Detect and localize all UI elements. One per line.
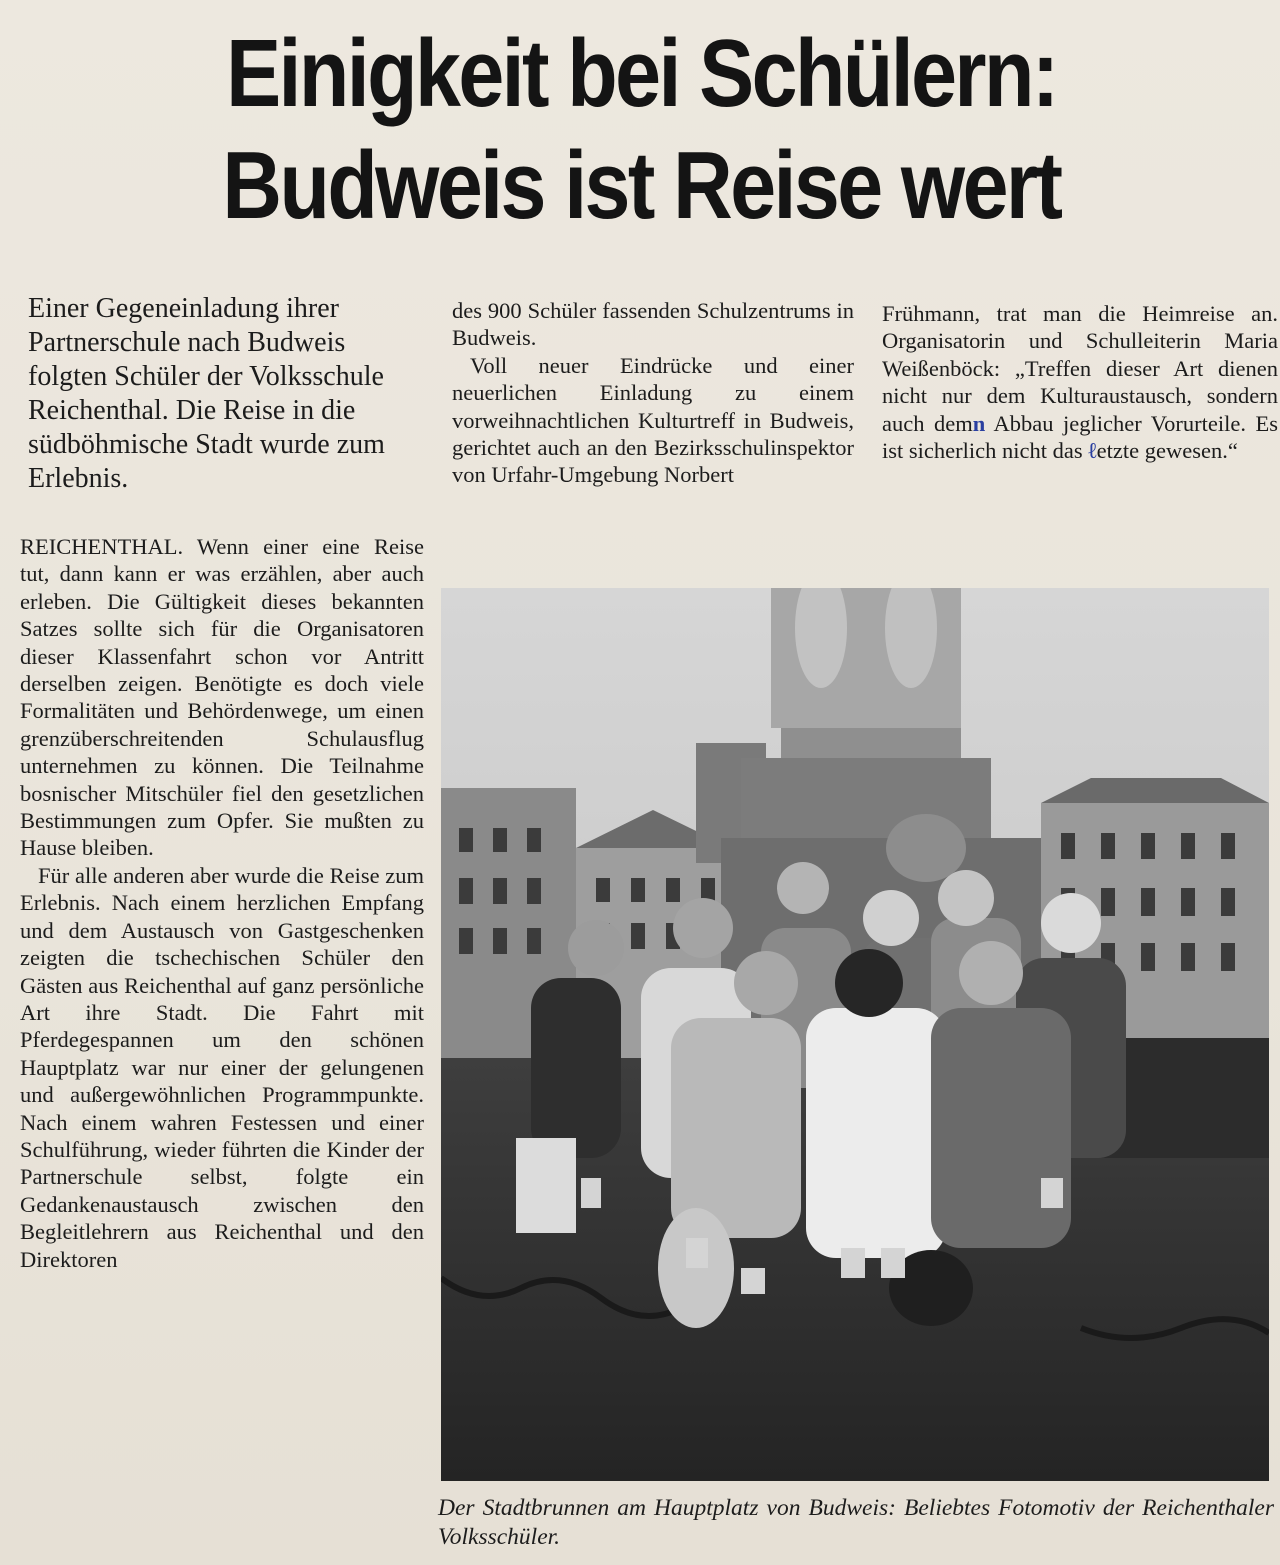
article-column-1 — [20, 533, 424, 1273]
column2-paragraph-2: Voll neuer Eindrücke und einer neuerlichen Einladung zu einem vorweihnachtlichen Kulturtreff in Budweis, gerichtet auch an den Bezirksschulinspektor von Urfahr-Umgebung Norbert — [452, 352, 854, 488]
headline — [91, 18, 1192, 242]
headline-line-2: Budweis ist Reise wert — [222, 132, 1061, 239]
pen-correction-1: n — [972, 410, 986, 436]
news-photo — [441, 588, 1269, 1481]
article-column-3 — [882, 300, 1278, 464]
article-column-2 — [452, 297, 854, 489]
column3-text-a: Frühmann, trat man die Heimreise an. Organisatorin und Schulleiterin Maria Weißenböck: „Treffen dieser Art dienen nicht nur dem Kulturaustausch, sondern auch dem — [882, 301, 1278, 436]
column3-text-b: Abbau jeglicher Vorurteile. Es ist sicherlich nicht das — [882, 410, 1278, 464]
headline-line-1: Einigkeit bei Schülern: — [226, 20, 1057, 127]
column3-text-c: etzte gewesen.“ — [1096, 438, 1238, 464]
photo-illustration — [441, 588, 1269, 1481]
column1-paragraph-1: REICHENTHAL. Wenn einer eine Reise tut, dann kann er was erzählen, aber auch erleben. Die Gültigkeit dieses bekannten Satzes sollte sich für die Organisatoren dieser Klassenfahrt schon vor Antritt derselben zeigen. Benötigte es doch viele Formalitäten und Behördenwege, um einen grenzüberschreitenden Schulausflug unternehmen zu können. Die Teilnahme bosnischer Mitschüler fiel den gesetzlichen Bestimmungen zum Opfer. Sie mußten zu Hause bleiben. — [20, 534, 424, 861]
lead-paragraph: Einer Gegeneinladung ihrer Partnerschule nach Budweis folgten Schüler der Volksschule Reichenthal. Die Reise in die südböhmische Stadt wurde zum Erlebnis. — [28, 293, 385, 494]
pen-correction-2: ℓ — [1088, 438, 1097, 464]
column2-paragraph-1: des 900 Schüler fassenden Schulzentrums in Budweis. — [452, 298, 854, 351]
column3-paragraph-1 — [882, 300, 1278, 464]
photo-caption: Der Stadtbrunnen am Hauptplatz von Budweis: Beliebtes Fotomotiv der Reichenthaler Volksschüler. — [438, 1495, 1274, 1550]
column1-paragraph-2: Für alle anderen aber wurde die Reise zum Erlebnis. Nach einem herzlichen Empfang und dem Austausch von Gastgeschenken zeigten die tschechischen Schüler den Gästen aus Reichenthal auf ganz persönliche Art ihre Stadt. Die Fahrt mit Pferdegespannen um den schönen Hauptplatz war nur einer der gelungenen und außergewöhnlichen Programmpunkte. Nach einem wahren Festessen und einer Schulführung, wieder führten die Kinder der Partnerschule selbst, folgte ein Gedankenaustausch zwischen den Begleitlehrern aus Reichenthal und den Direktoren — [20, 862, 424, 1272]
